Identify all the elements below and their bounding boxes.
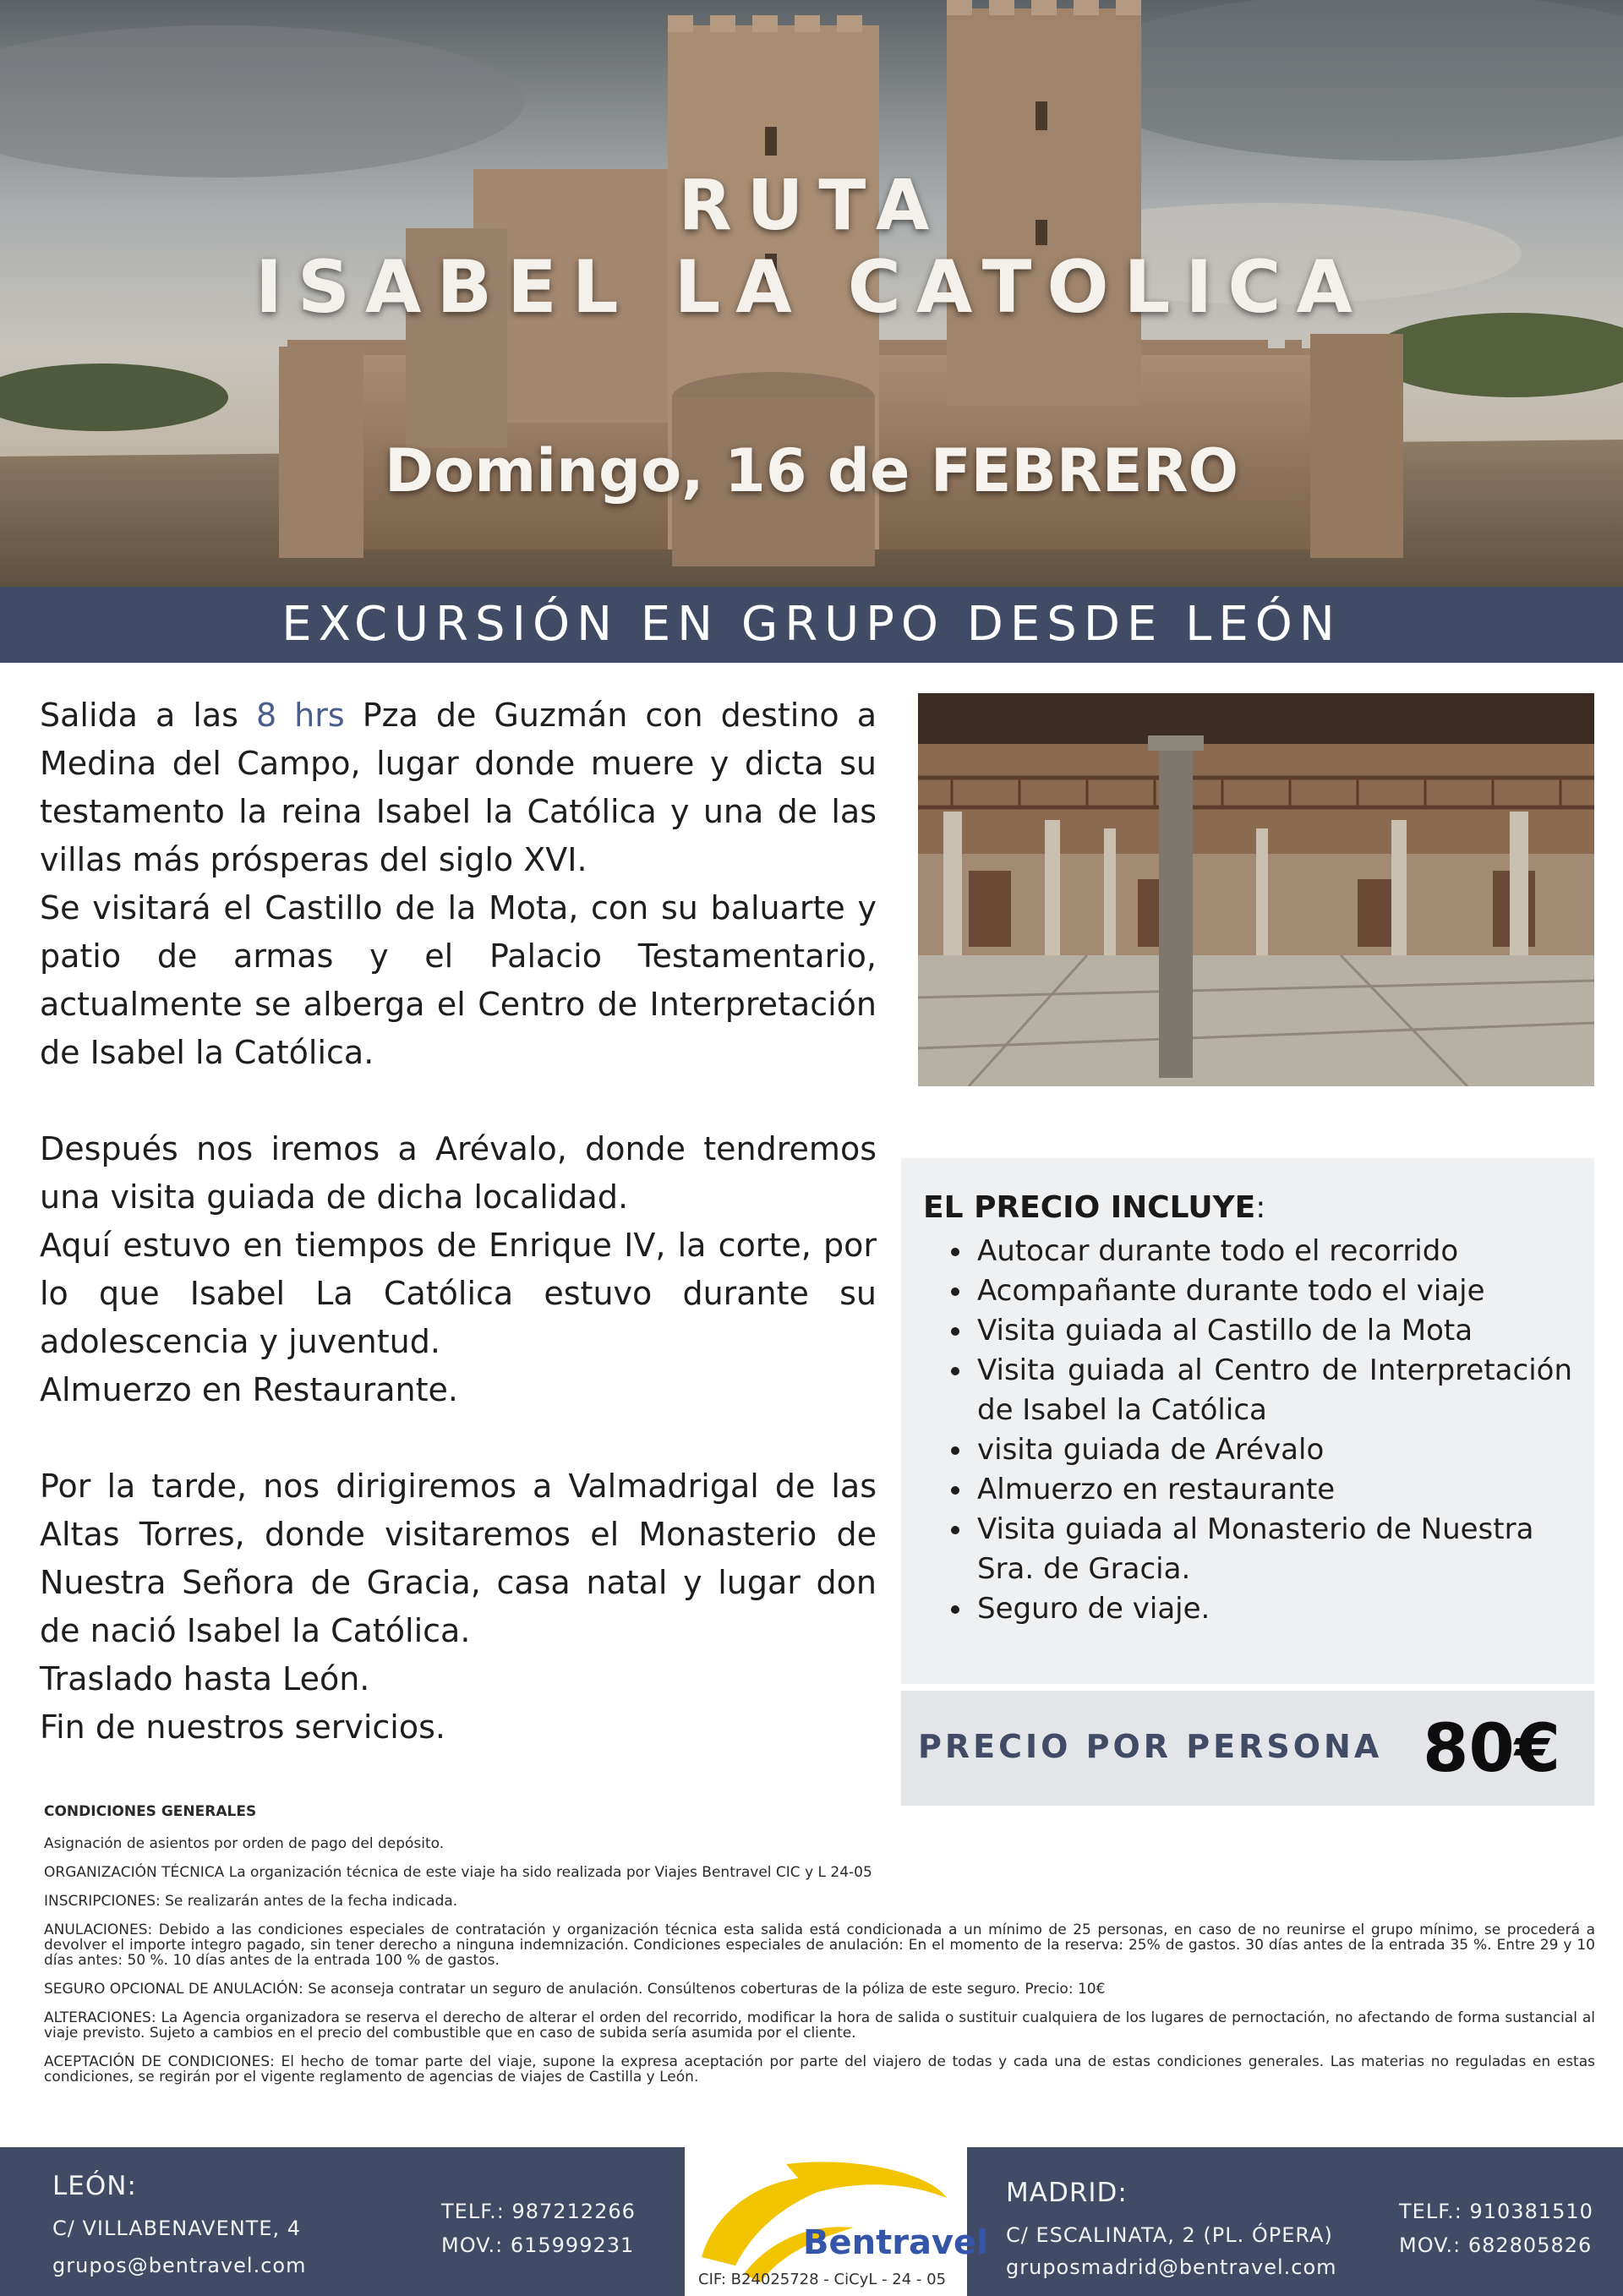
madrid-office-phone[interactable]: TELF.: 910381510	[1399, 2200, 1593, 2223]
condition-item: ALTERACIONES: La Agencia organizadora se reserva el derecho de alterar el orden del recorrido, modificar la hora de salida o sustituir cualquiera de los lugares de pernoctación, no afectando de forma sustancial al viaje previsto. Sujeto a cambios en el precio del combustible que en caso de subida sería asumida por el cliente.	[44, 2009, 1595, 2042]
courtyard-illustration	[918, 693, 1594, 1086]
departure-time: 8 hrs	[255, 697, 345, 734]
list-item: • Visita guiada al Monasterio de Nuestra Sra. de Gracia.	[974, 1510, 1572, 1589]
itinerary-paragraph: Traslado hasta León.	[40, 1660, 370, 1697]
madrid-office-city: MADRID:	[1006, 2178, 1128, 2208]
company-cif: CIF: B24025728 - CiCyL - 24 - 05	[698, 2271, 947, 2288]
bentravel-logo	[685, 2147, 988, 2296]
condition-item: ACEPTACIÓN DE CONDICIONES: El hecho de tomar parte del viaje, supone la expresa aceptación por parte del viajero de todas y cada una de estas condiciones generales. Las materias no reguladas en estas condiciones, se regirán por el vigente reglamento de agencias de viajes de Castilla y León.	[44, 2053, 1595, 2086]
price-includes-title	[923, 1190, 1572, 1225]
list-item: • visita guiada de Arévalo	[974, 1430, 1572, 1470]
itinerary-description	[40, 692, 877, 1752]
list-item: • Almuerzo en restaurante	[974, 1470, 1572, 1510]
itinerary-paragraph: Aquí estuvo en tiempos de Enrique IV, la corte, por lo que Isabel La Católica estuvo durante su adolescencia y juventud.	[40, 1227, 877, 1360]
condition-item: SEGURO OPCIONAL DE ANULACIÓN: Se aconseja contratar un seguro de anulación. Consúltenos coberturas de la póliza de este seguro. Precio: 10€	[44, 1981, 1106, 1998]
leon-office-mobile[interactable]: MOV.: 615999231	[441, 2233, 635, 2257]
condition-item: ORGANIZACIÓN TÉCNICA La organización técnica de este viaje ha sido realizada por Viajes Bentravel CIC y L 24-05	[44, 1864, 872, 1881]
leon-office-city: LEÓN:	[52, 2171, 137, 2201]
hero-date: Domingo, 16 de FEBRERO	[385, 436, 1238, 506]
price-label: PRECIO POR PERSONA	[918, 1728, 1383, 1765]
itinerary-paragraph: Por la tarde, nos dirigiremos a Valmadrigal de las Altas Torres, donde visitaremos el Monasterio de Nuestra Señora de Gracia, casa natal y lugar don de nació Isabel la Católica.	[40, 1468, 877, 1649]
hero-title-line2: ISABEL LA CATOLICA	[254, 245, 1369, 330]
excursion-band: EXCURSIÓN EN GRUPO DESDE LEÓN	[0, 587, 1623, 663]
leon-office-email[interactable]: grupos@bentravel.com	[52, 2254, 307, 2277]
price-box	[901, 1691, 1594, 1806]
itinerary-text: Salida a las	[40, 697, 256, 734]
itinerary-paragraph: Almuerzo en Restaurante.	[40, 1371, 458, 1408]
list-item: • Visita guiada al Castillo de la Mota	[974, 1311, 1572, 1351]
madrid-office-mobile[interactable]: MOV.: 682805826	[1399, 2233, 1593, 2257]
general-conditions	[44, 1804, 1595, 2098]
hero-title-line1: RUTA	[678, 166, 945, 246]
price-includes-heading: EL PRECIO INCLUYE	[923, 1190, 1256, 1225]
list-item: • Seguro de viaje.	[974, 1589, 1572, 1629]
bentravel-wordmark: Bentravel	[803, 2223, 988, 2262]
leon-office-phone[interactable]: TELF.: 987212266	[441, 2200, 636, 2223]
madrid-office-address: C/ ESCALINATA, 2 (PL. ÓPERA)	[1006, 2223, 1333, 2247]
leon-office-address: C/ VILLABENAVENTE, 4	[52, 2217, 302, 2240]
condition-item: ANULACIONES: Debido a las condiciones especiales de contratación y organización técnica esta salida está condicionada a un mínimo de 25 personas, en caso de no reunirse el grupo mínimo, se procederá a devolver el importe integro pagado, sin tener derecho a ninguna indemnización. Condiciones especiales de anulación: En el momento de la reserva: 25% de gastos. 30 días antes de la entrada 35 %. Entre 29 y 10 días antes: 50 %. 10 días antes de la entrada 100 % de gastos.	[44, 1922, 1595, 1969]
courtyard-photo	[918, 693, 1594, 1086]
condition-item: INSCRIPCIONES: Se realizarán antes de la fecha indicada.	[44, 1893, 458, 1910]
price-value: 80€	[1423, 1711, 1560, 1787]
itinerary-paragraph	[40, 692, 877, 884]
price-includes-box	[901, 1158, 1594, 1684]
hero-banner	[0, 0, 1623, 587]
price-includes-list	[923, 1232, 1572, 1629]
list-item: • Autocar durante todo el recorrido	[974, 1232, 1572, 1271]
condition-item: Asignación de asientos por orden de pago del depósito.	[44, 1835, 445, 1852]
list-item: • Acompañante durante todo el viaje	[974, 1271, 1572, 1311]
conditions-heading: CONDICIONES GENERALES	[44, 1803, 257, 1820]
itinerary-paragraph: Después nos iremos a Arévalo, donde tendremos una visita guiada de dicha localidad.	[40, 1130, 877, 1216]
itinerary-paragraph: Se visitará el Castillo de la Mota, con su baluarte y patio de armas y el Palacio Testamentario, actualmente se alberga el Centro de Interpretación de Isabel la Católica.	[40, 889, 877, 1071]
itinerary-text: Pza de Guzmán con destino a Medina del Campo, lugar donde muere y dicta su testamento la reina Isabel la Católica y una de las villas más prósperas del siglo XVI.	[40, 697, 877, 878]
list-item: • Visita guiada al Centro de Interpretación de Isabel la Católica	[974, 1351, 1572, 1430]
price-includes-colon: :	[1255, 1190, 1266, 1225]
madrid-office-email[interactable]: gruposmadrid@bentravel.com	[1006, 2255, 1337, 2279]
itinerary-paragraph: Fin de nuestros servicios.	[40, 1708, 445, 1746]
